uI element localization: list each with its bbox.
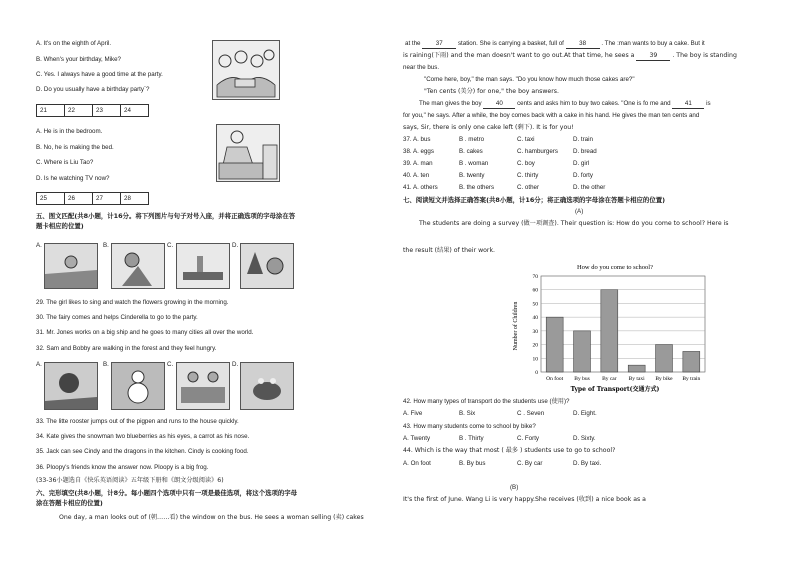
answer-table-21-24: [36, 104, 149, 117]
chart-grid: [541, 276, 705, 372]
cloze-line: The man gives the boy 40 cents and asks him to buy two cakes. "One is fo me and 41 is: [419, 100, 711, 107]
option: 37. A. bus: [403, 136, 431, 143]
option: C. boy: [517, 160, 535, 167]
option-a: A. It's on the eighth of April.: [36, 40, 112, 47]
option: D. girl: [573, 160, 590, 167]
cloze-passage-start: One day, a man looks out of (朝……看) the window on the bus. He sees a woman selling (卖) cakes: [59, 514, 364, 521]
cloze-line: says, Sir, there is only one cake left (剩下). It is for you!: [403, 124, 574, 131]
chart-y-tick-label: 10: [532, 356, 538, 363]
option-c: C. Where is Liu Tao?: [36, 159, 94, 166]
blank-38: 38: [566, 40, 600, 49]
picture-label: B.: [103, 361, 109, 368]
survey-intro: the result (结果) of their work.: [403, 247, 496, 254]
chart-x-ticks: [546, 375, 700, 382]
rooster-picture: [44, 362, 98, 410]
chart-bar: [546, 317, 563, 372]
option-d: D. Is he watching TV now?: [36, 175, 110, 182]
option-d: D. Do you usually have a birthday party`?: [36, 86, 150, 93]
option-b: B. No, he is making the bed.: [36, 144, 114, 151]
chart-bar: [656, 345, 673, 372]
picture-label: A.: [36, 242, 42, 249]
option: D. bread: [573, 148, 597, 155]
option: D. train: [573, 136, 593, 143]
sentence-29: 29. The girl likes to sing and watch the flowers growing in the morning.: [36, 299, 229, 306]
cloze-options: [403, 136, 703, 196]
q42-options: [403, 410, 703, 420]
picture-label: D.: [232, 361, 239, 368]
cloze-line: is raining(下雨) and the man doesn't want to go out.At that time, he sees a 39 . The boy is standing: [403, 52, 737, 59]
q43-options: [403, 435, 703, 445]
option: B. By bus: [459, 460, 486, 467]
sentence-36: 36. Ploopy's friends know the answer now. Ploopy is a big frog.: [36, 464, 209, 471]
option: B. the others: [459, 184, 495, 191]
chart-title: How do you come to school?: [576, 264, 654, 271]
option: C. taxi: [517, 136, 535, 143]
option: C. other: [517, 184, 540, 191]
option: C. hamburgers: [517, 148, 558, 155]
question-42: 42. How many types of transport do the students use (使用)?: [403, 398, 570, 405]
option: D. Eight.: [573, 410, 597, 417]
chart-y-tick-label: 20: [532, 342, 538, 349]
table-cell: 23: [93, 105, 121, 117]
picture-label: B.: [103, 242, 109, 249]
picture-label: A.: [36, 361, 42, 368]
chart-bar: [574, 331, 591, 372]
option-a: A. He is in the bedroom.: [36, 128, 103, 135]
picture-label: C.: [167, 361, 174, 368]
table-cell: 25: [37, 193, 65, 205]
boy-making-bed-illustration: [216, 124, 280, 182]
question-44: 44. Which is the way that most ( 最多 ) students use to go to school?: [403, 447, 616, 454]
option-c: C. Yes. I always have a good time at the party.: [36, 71, 163, 78]
option: C. Forty: [517, 435, 540, 442]
option: B . metro: [459, 136, 485, 143]
chart-y-tick-label: 0: [535, 370, 538, 376]
section-5-heading: 五、图文匹配(共8小题，计16分。将下列图片与句子对号入座，并将正确选项的字母涂在答题卡相应的位置): [36, 212, 296, 230]
option: D. Sixty.: [573, 435, 596, 442]
blank-37: 37: [422, 40, 456, 49]
survey-intro: The students are doing a survey (做一项调查). Their question is: How do you come to school? Here is: [419, 220, 729, 227]
chart-x-tick-label: On foot: [546, 376, 564, 382]
option: D. the other: [573, 184, 606, 191]
ship-picture: [176, 243, 230, 289]
cloze-line: "Ten cents (美分) for one," the boy answers.: [424, 88, 559, 95]
option: A. Twenty: [403, 435, 431, 442]
table-cell: 28: [121, 193, 149, 205]
option: C . Seven: [517, 410, 545, 417]
chart-y-tick-label: 30: [532, 328, 538, 335]
passage-b-start: It's the first of June. Wang Li is very happy.She receives (收到) a nice book as a: [403, 496, 646, 503]
chart-x-tick-label: By taxi: [628, 376, 645, 382]
birthday-party-illustration: [212, 40, 280, 100]
chart-x-label: Type of Transport(交通方式): [570, 386, 660, 393]
cloze-line: for you," he says. After a while, the boy comes back with a cake in his hand. He gives the man ten cents and: [403, 112, 700, 119]
chart-x-tick-label: By bus: [574, 376, 590, 382]
source-note: (33-36小题选自《快乐英语阅读》五年级下册和《朗文分级阅读》6): [36, 477, 224, 484]
chart-x-tick-label: By bike: [655, 376, 673, 382]
option: A. Five: [403, 410, 423, 417]
chart-bar: [601, 290, 618, 372]
option: B . woman: [459, 160, 489, 167]
option-b: B. When's your birthday, Mike?: [36, 56, 121, 63]
option: D. By taxi.: [573, 460, 602, 467]
blank-41: 41: [672, 100, 704, 109]
table-cell: 26: [65, 193, 93, 205]
option: C. thirty: [517, 172, 539, 179]
section-6-heading: 六、完形填空(共8小题，计8分。每小题四个选项中只有一项是最佳选项，将这个选项的字母涂在答题卡相应的位置): [36, 489, 298, 507]
option: D. forty: [573, 172, 593, 179]
section-7-heading: 七、阅读短文并选择正确答案(共8小题，计16分；将正确选项的字母涂在答题卡相应的位置): [403, 196, 666, 204]
chart-x-tick-label: By car: [602, 376, 617, 382]
transport-bar-chart: [503, 260, 709, 396]
sentence-32: 32. Sam and Bobby are walking in the forest and they feel hungry.: [36, 345, 217, 352]
chart-bar: [683, 351, 700, 372]
question-43: 43. How many students come to school by bike?: [403, 423, 536, 430]
option: A. On foot: [403, 460, 431, 467]
q44-options: [403, 460, 703, 470]
fairy-cinderella-picture: [111, 243, 165, 289]
chart-y-tick-label: 70: [532, 274, 538, 280]
frog-picture: [240, 362, 294, 410]
option: 39. A. man: [403, 160, 433, 167]
picture-label: C.: [167, 242, 174, 249]
table-cell: 24: [121, 105, 149, 117]
chart-y-tick-label: 40: [532, 315, 538, 322]
chart-bar: [628, 365, 645, 372]
blank-39: 39: [636, 52, 670, 61]
chart-y-tick-label: 50: [532, 301, 538, 308]
forest-walk-picture: [240, 243, 294, 289]
snowman-picture: [111, 362, 165, 410]
part-b-label: (B): [510, 484, 519, 491]
chart-plot-frame: [541, 276, 705, 372]
option: B. Six: [459, 410, 476, 417]
part-a-label: (A): [575, 208, 584, 215]
chart-y-ticks: [533, 274, 539, 376]
chart-x-tick-label: By train: [682, 376, 701, 382]
option: B. cakes: [459, 148, 483, 155]
girl-flowers-picture: [44, 243, 98, 289]
sentence-34: 34. Kate gives the snowman two blueberries as his eyes, a carrot as his nose.: [36, 433, 250, 440]
blank-40: 40: [483, 100, 515, 109]
sentence-35: 35. Jack can see Cindy and the dragons in the kitchen. Cindy is cooking food.: [36, 448, 249, 455]
kitchen-dragons-picture: [176, 362, 230, 410]
table-cell: 27: [93, 193, 121, 205]
table-cell: 21: [37, 105, 65, 117]
sentence-31: 31. Mr. Jones works on a big ship and he goes to many cities all over the world.: [36, 329, 254, 336]
table-cell: 22: [65, 105, 93, 117]
answer-table-25-28: [36, 192, 149, 205]
sentence-33: 33. The litte rooster jumps out of the pigpen and runs to the house quickly.: [36, 418, 239, 425]
option: B. twenty: [459, 172, 485, 179]
chart-y-label: Number of Children: [513, 301, 519, 351]
option: B . Thirty: [459, 435, 484, 442]
cloze-line: at the 37 station. She is carrying a basket, full of 38 . The :man wants to buy a cake. But it: [405, 40, 705, 47]
sentence-30: 30. The fairy comes and helps Cinderella to go to the party.: [36, 314, 198, 321]
option: 41. A. others: [403, 184, 438, 191]
chart-y-tick-label: 60: [532, 287, 538, 294]
option: C. By car: [517, 460, 543, 467]
cloze-line: "Come here, boy," the man says. "Do you know how much those cakes are?": [424, 76, 635, 83]
cloze-line: near the bus.: [403, 64, 440, 71]
option: 40. A. ten: [403, 172, 430, 179]
picture-label: D.: [232, 242, 239, 249]
option: 38. A. eggs: [403, 148, 434, 155]
